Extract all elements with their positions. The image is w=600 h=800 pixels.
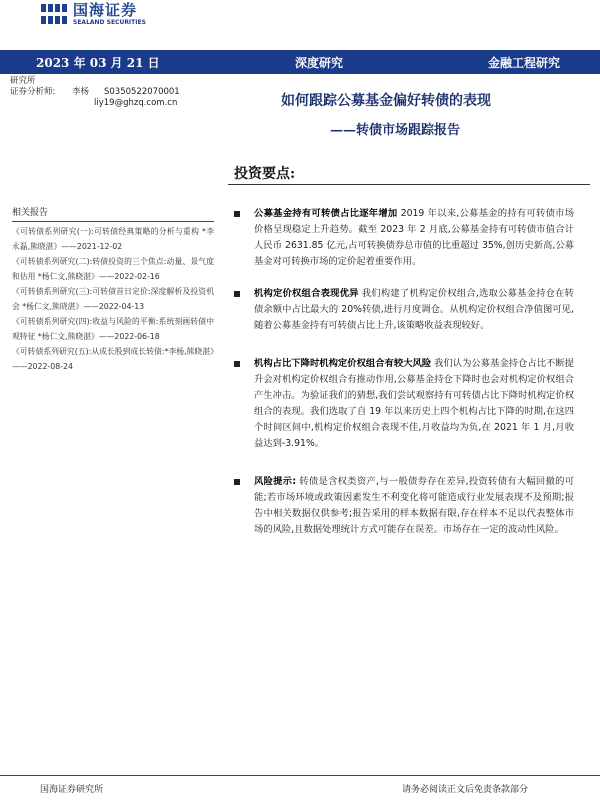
analyst-role-label: 证券分析师: xyxy=(10,87,56,97)
analyst-email: liy19@ghzq.com.cn xyxy=(94,98,178,108)
logo xyxy=(40,2,146,26)
key-point-text: 2019 年以来,公募基金的持有可转债市场价格呈现稳定上升趋势。截至 2023 年 2 月底,公募基金持有可转债市值合计人民币 2631.85 亿元,占可转换债券总市值的比重超过 35%,创历史新高,公募基金对可转换市场的定价起着重要作用。 xyxy=(254,208,574,267)
key-point xyxy=(232,356,574,452)
related-report-item: 《可转债系列研究(二):转债投资的三个焦点:动量、景气度和估用 *杨仁文,熊晓湛》——2022-02-16 xyxy=(12,257,214,281)
key-point-text: 转债是含权类资产,与一般债券存在差异,投资转债有大幅回撤的可能;若市场环境或政策因素发生不利变化将可能造成行业发展表现不及预期;报告中相关数据仅供参考;报告采用的样本数据有限,存在样本不足以代表整体市场的风险,且数据处理统计方式可能存在误差。市场存在一定的波动性风险。 xyxy=(254,476,574,535)
key-point xyxy=(232,474,574,538)
related-report-item: 《可转债系列研究(一):可转债经典策略的分析与重构 *李永磊,熊晓湛》——2021-12-02 xyxy=(12,227,214,251)
key-point xyxy=(232,206,574,270)
key-point-heading: 风险提示: xyxy=(254,476,297,487)
bullet-square-icon xyxy=(234,211,240,217)
key-point-text: 我们认为公募基金持仓占比不断提升会对机构定价权组合有推动作用,公募基金持仓下降时也会对机构定价权组合产生冲击。为验证我们的猜想,我们尝试观察持有可转债占比下降时机构定价权组合的表现。我们选取了自 19 年以来历史上四个机构占比下降的时期,在这四个时间区间中,机构定价权组合表现不佳,月收益均为负,在 2021 年 1 月,月收益达到-3.91%。 xyxy=(254,358,574,449)
analyst-name: 李杨 xyxy=(72,87,90,97)
sealand-logo-icon xyxy=(40,2,68,26)
footer-institute: 国海证券研究所 xyxy=(40,785,104,795)
bullet-square-icon xyxy=(234,479,240,485)
analyst-license: S0350522070001 xyxy=(104,87,180,97)
report-date: 2023 年 03 月 21 日 xyxy=(36,56,160,70)
related-reports-title: 相关报告 xyxy=(12,205,214,222)
related-report-item: 《可转债系列研究(四):收益与风险的平衡:系统刻画转债中观特征 *杨仁文,熊晓湛》——2022-06-18 xyxy=(12,317,214,341)
related-report-item: 《可转债系列研究(五):从成长股到成长转债:*李杨,熊晓湛》——2022-08-24 xyxy=(12,347,214,371)
report-type: 深度研究 xyxy=(295,56,344,70)
bullet-square-icon xyxy=(234,291,240,297)
logo-name-en: SEALAND SECURITIES xyxy=(73,19,146,26)
key-point-heading: 机构定价权组合表现优异 xyxy=(254,288,359,299)
related-reports-sidebar xyxy=(12,205,214,374)
footer-divider xyxy=(0,775,600,776)
section-title: 投资要点: xyxy=(234,166,296,182)
key-point-text: 我们构建了机构定价权组合,选取公募基金持仓在转债余额中占比最大的 20%转债,进行月度调仓。从机构定价权组合净值图可见,随着公募基金持有可转债占比上升,该策略收益表现较好。 xyxy=(254,288,574,331)
key-point xyxy=(232,286,574,334)
key-point-heading: 公募基金持有可转债占比逐年增加 xyxy=(254,208,398,219)
related-reports-list xyxy=(12,224,214,374)
key-points xyxy=(232,206,574,538)
report-title: 如何跟踪公募基金偏好转债的表现 xyxy=(281,93,491,109)
analyst-info xyxy=(10,76,180,98)
section-divider xyxy=(228,184,590,185)
footer-disclaimer: 请务必阅读正文后免责条款部分 xyxy=(402,785,529,795)
bullet-square-icon xyxy=(234,361,240,367)
report-category: 金融工程研究 xyxy=(488,56,561,70)
key-point-heading: 机构占比下降时机构定价权组合有较大风险 xyxy=(254,358,432,369)
analyst-org: 研究所 xyxy=(10,76,36,86)
related-report-item: 《可转债系列研究(三):可转债首日定价:深度解析及投资机会 *杨仁文,熊晓湛》——2022-04-13 xyxy=(12,287,214,311)
header-bar xyxy=(0,50,600,74)
report-subtitle: ——转债市场跟踪报告 xyxy=(330,123,461,138)
logo-name-cn: 国海证券 xyxy=(73,1,138,19)
